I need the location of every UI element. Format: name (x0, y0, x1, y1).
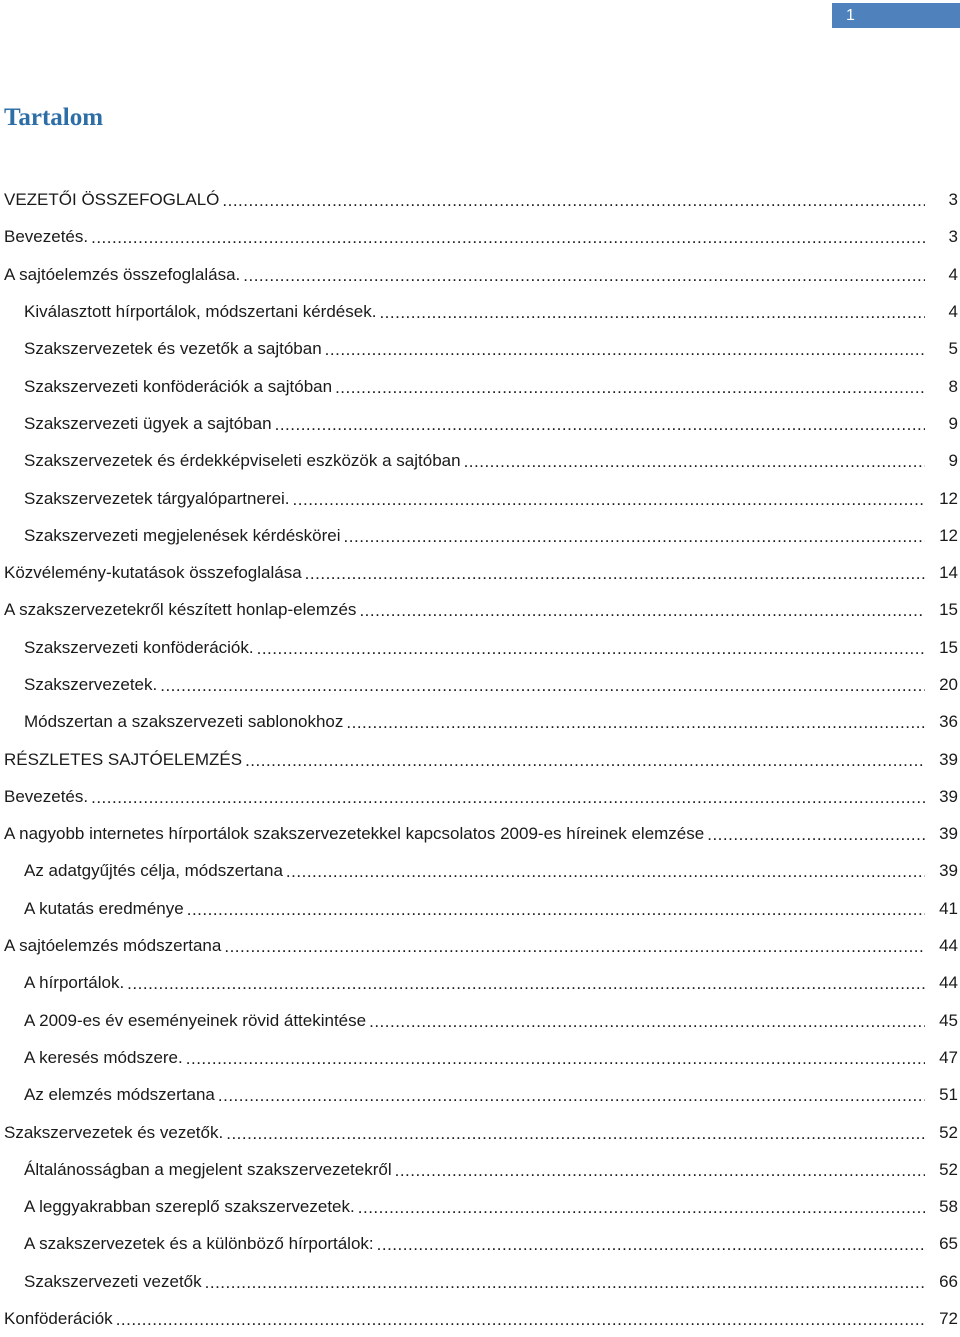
toc-entry-page: 39 (939, 786, 958, 806)
toc-entry-page: 41 (939, 898, 958, 918)
toc-entry-page: 45 (939, 1010, 958, 1030)
toc-entry-page: 36 (939, 712, 958, 732)
toc-entry[interactable] (0, 1039, 960, 1076)
toc-dot-leader (257, 640, 925, 657)
toc-entry[interactable] (0, 1300, 960, 1337)
toc-dot-leader (91, 229, 925, 246)
toc-entry-label: Szakszervezeti vezetők (24, 1271, 202, 1291)
toc-entry-page: 14 (939, 563, 958, 583)
toc-dot-leader (358, 1199, 925, 1216)
toc-entry[interactable] (0, 405, 960, 442)
toc-entry-page: 58 (939, 1197, 958, 1217)
toc-dot-leader (293, 491, 925, 508)
toc-entry-label: Szakszervezetek és vezetők a sajtóban (24, 339, 322, 359)
toc-dot-leader (187, 901, 925, 918)
toc-entry-label: Az adatgyűjtés célja, módszertana (24, 861, 283, 881)
toc-dot-leader (379, 304, 925, 321)
toc-entry-page: 4 (948, 264, 958, 284)
toc-entry-page: 12 (939, 488, 958, 508)
toc-entry-label: Szakszervezetek. (24, 675, 158, 694)
toc-dot-leader (325, 341, 925, 358)
toc-list (0, 181, 960, 1337)
toc-entry-label: A szakszervezetekről készített honlap-elemzés (4, 600, 357, 620)
toc-entry-page: 72 (939, 1309, 958, 1329)
toc-entry[interactable] (0, 293, 960, 330)
toc-entry[interactable] (0, 1263, 960, 1300)
toc-entry-label: A nagyobb internetes hírportálok szakszervezetekkel kapcsolatos 2009-es híreinek elemzése (4, 824, 705, 844)
toc-entry[interactable] (0, 218, 960, 255)
toc-entry-page: 52 (939, 1122, 958, 1142)
toc-entry[interactable] (0, 1002, 960, 1039)
toc-dot-leader (116, 1311, 925, 1328)
toc-entry[interactable] (0, 703, 960, 740)
toc-dot-leader (305, 565, 925, 582)
toc-entry-page: 8 (948, 376, 958, 396)
toc-entry[interactable] (0, 778, 960, 815)
toc-dot-leader (346, 714, 925, 731)
toc-entry-page: 5 (948, 339, 958, 359)
toc-entry-page: 9 (948, 413, 958, 433)
toc-entry-label: A sajtóelemzés módszertana (4, 936, 222, 956)
toc-entry[interactable] (0, 666, 960, 703)
toc-entry[interactable] (0, 367, 960, 404)
toc-dot-leader (395, 1162, 925, 1179)
toc-entry[interactable] (0, 1225, 960, 1262)
toc-dot-leader (243, 267, 925, 284)
toc-entry-page: 3 (948, 227, 958, 247)
toc-entry[interactable] (0, 927, 960, 964)
toc-entry-label: Az elemzés módszertana (24, 1085, 215, 1105)
toc-entry[interactable] (0, 1188, 960, 1225)
toc-entry-page: 39 (939, 861, 958, 881)
toc-entry-label: A sajtóelemzés összefoglalása. (4, 264, 241, 284)
toc-entry-page: 9 (948, 451, 958, 471)
toc-entry-page: 39 (939, 824, 958, 844)
toc-entry[interactable] (0, 740, 960, 777)
toc-entry-page: 3 (948, 190, 958, 210)
toc-entry[interactable] (0, 517, 960, 554)
toc-dot-leader (286, 863, 925, 880)
toc-dot-leader (344, 528, 925, 545)
toc-entry[interactable] (0, 591, 960, 628)
toc-entry[interactable] (0, 815, 960, 852)
toc-entry[interactable] (0, 479, 960, 516)
toc-entry[interactable] (0, 1113, 960, 1150)
toc-entry[interactable] (0, 890, 960, 927)
toc-entry[interactable] (0, 330, 960, 367)
toc-entry-page: 4 (948, 302, 958, 322)
toc-entry-label: A szakszervezetek és a különböző hírportálok: (24, 1234, 374, 1254)
toc-entry-label: A hírportálok. (24, 973, 125, 993)
toc-entry-page: 15 (939, 637, 958, 657)
toc-entry-label: Szakszervezetek és vezetők. (4, 1122, 224, 1142)
toc-dot-leader (160, 677, 925, 694)
toc-entry-label: Szakszervezeti ügyek a sajtóban (24, 413, 272, 433)
toc-dot-leader (186, 1050, 925, 1067)
toc-entry[interactable] (0, 256, 960, 293)
toc-entry[interactable] (0, 629, 960, 666)
toc-entry-label: Szakszervezeti megjelenések kérdéskörei (24, 525, 341, 545)
toc-title: Tartalom (4, 104, 104, 131)
toc-entry[interactable] (0, 1151, 960, 1188)
toc-dot-leader (222, 192, 925, 209)
page-number-badge: 1 (832, 3, 960, 28)
toc-dot-leader (275, 416, 925, 433)
toc-entry[interactable] (0, 1076, 960, 1113)
toc-entry-page: 12 (939, 525, 958, 545)
toc-entry-label: A kutatás eredménye (24, 898, 184, 918)
toc-entry[interactable] (0, 852, 960, 889)
toc-entry-page: 39 (939, 749, 958, 769)
toc-dot-leader (205, 1274, 925, 1291)
toc-entry-page: 65 (939, 1234, 958, 1254)
toc-entry[interactable] (0, 554, 960, 591)
toc-entry-label: RÉSZLETES SAJTÓELEMZÉS (4, 749, 243, 769)
toc-dot-leader (377, 1236, 925, 1253)
toc-entry-page: 20 (939, 675, 958, 694)
toc-entry[interactable] (0, 181, 960, 218)
toc-entry[interactable] (0, 964, 960, 1001)
toc-entry-label: Módszertan a szakszervezeti sablonokhoz (24, 712, 344, 732)
toc-dot-leader (226, 1125, 925, 1142)
toc-entry-page: 47 (939, 1047, 958, 1067)
toc-entry-page: 52 (939, 1159, 958, 1179)
toc-entry-label: Kiválasztott hírportálok, módszertani kérdések. (24, 302, 377, 322)
toc-entry-page: 51 (939, 1085, 958, 1105)
toc-entry[interactable] (0, 442, 960, 479)
toc-dot-leader (369, 1013, 925, 1030)
toc-entry-label: Szakszervezetek tárgyalópartnerei. (24, 488, 290, 508)
toc-entry-label: Közvélemény-kutatások összefoglalása (4, 563, 302, 583)
toc-entry-label: Szakszervezeti konföderációk a sajtóban (24, 376, 333, 396)
toc-entry-label: VEZETŐI ÖSSZEFOGLALÓ (4, 190, 220, 210)
toc-entry-label: Bevezetés. (4, 786, 89, 806)
toc-entry-page: 44 (939, 936, 958, 956)
toc-dot-leader (224, 938, 925, 955)
toc-dot-leader (218, 1087, 925, 1104)
toc-entry-page: 15 (939, 600, 958, 620)
toc-entry-label: Szakszervezetek és érdekképviseleti eszközök a sajtóban (24, 451, 461, 471)
toc-entry-label: Konföderációk (4, 1309, 113, 1329)
toc-dot-leader (359, 602, 925, 619)
toc-entry-page: 44 (939, 973, 958, 993)
toc-entry-label: A keresés módszere. (24, 1047, 183, 1067)
toc-entry-label: A leggyakrabban szereplő szakszervezetek. (24, 1197, 355, 1217)
toc-entry-page: 66 (939, 1271, 958, 1291)
toc-entry-label: Bevezetés. (4, 227, 89, 247)
toc-dot-leader (335, 379, 925, 396)
toc-entry-label: Általánosságban a megjelent szakszervezetekről (24, 1159, 392, 1179)
toc-dot-leader (127, 975, 925, 992)
toc-dot-leader (91, 789, 925, 806)
toc-dot-leader (707, 826, 925, 843)
toc-dot-leader (464, 453, 925, 470)
toc-entry-label: Szakszervezeti konföderációk. (24, 637, 254, 657)
toc-entry-label: A 2009-es év eseményeinek rövid áttekintése (24, 1010, 367, 1030)
toc-dot-leader (245, 752, 925, 769)
